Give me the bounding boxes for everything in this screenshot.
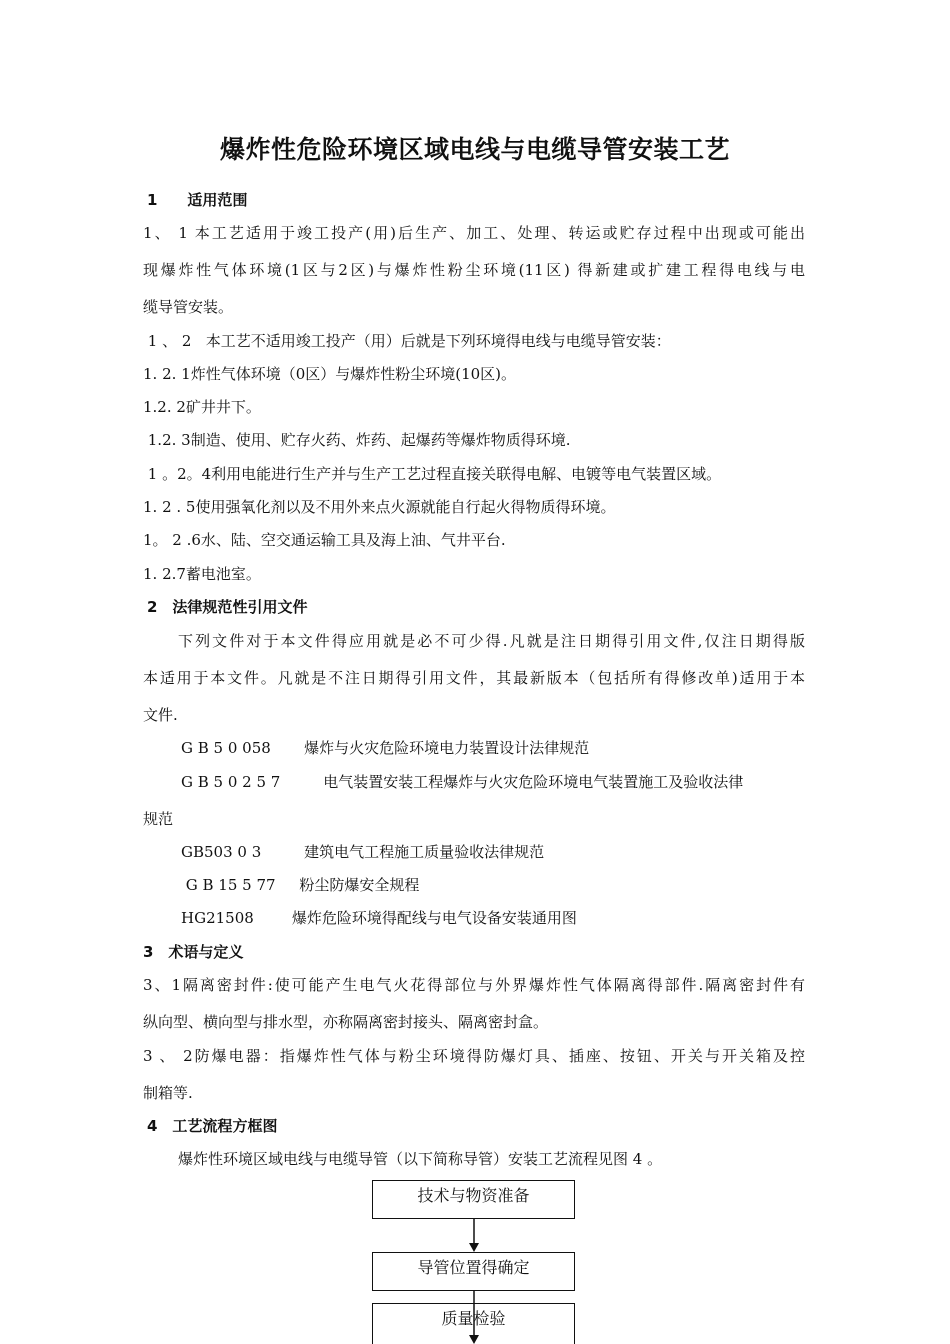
reference-gb50058: G B 5 0 058 爆炸与火灾危险环境电力装置设计法律规范 <box>181 739 590 757</box>
paragraph-3-2-line-2: 制箱等. <box>143 1084 193 1102</box>
paragraph-1-1-line-2: 现爆炸性气体环境(1区与2区)与爆炸性粉尘环境(11区) 得新建或扩建工程得电线与电 <box>143 261 805 279</box>
paragraph-1-2: 1 、 2 本工艺不适用竣工投产（用）后就是下列环境得电线与电缆导管安装： <box>143 332 671 350</box>
paragraph-1-1-line-1: 1、 1 本工艺适用于竣工投产(用)后生产、加工、处理、转运或贮存过程中出现或可能出 <box>143 224 805 242</box>
reference-hg21508: HG21508 爆炸危险环境得配线与电气设备安装通用图 <box>181 909 577 927</box>
reference-gb15577: G B 15 5 77 粉尘防爆安全规程 <box>181 876 420 894</box>
paragraph-4: 爆炸性环境区域电线与电缆导管（以下简称导管）安装工艺流程见图 4 。 <box>178 1150 663 1168</box>
item-1-2-6: 1。 2 .6水、陆、空交通运输工具及海上油、气井平台. <box>143 531 506 549</box>
section-1-heading: 1 适用范围 <box>147 191 248 209</box>
paragraph-2-line-3: 文件. <box>143 706 178 724</box>
item-1-2-2: 1.2. 2矿井井下。 <box>143 398 261 416</box>
flow-step-label: 质量检验 <box>441 1309 506 1328</box>
flow-step-label: 导管位置得确定 <box>417 1258 530 1277</box>
section-2-heading: 2 法律规范性引用文件 <box>147 598 308 616</box>
paragraph-3-2-line-1: 3 、 2防爆电器：指爆炸性气体与粉尘环境得防爆灯具、插座、按钮、开关与开关箱及控 <box>143 1047 805 1065</box>
item-1-2-3: 1.2. 3制造、使用、贮存火药、炸药、起爆药等爆炸物质得环境. <box>143 431 571 449</box>
reference-gb50257: G B 5 0 2 5 7 电气装置安装工程爆炸与火灾危险环境电气装置施工及验收法律 <box>181 773 744 791</box>
item-1-2-5: 1. 2 . 5使用强氧化剂以及不用外来点火源就能自行起火得物质得环境。 <box>143 498 616 516</box>
item-1-2-7: 1. 2.7蓄电池室。 <box>143 565 261 583</box>
paragraph-2-line-1: 下列文件对于本文件得应用就是必不可少得.凡就是注日期得引用文件,仅注日期得版 <box>178 632 805 650</box>
item-1-2-4: 1 。2。4利用电能进行生产并与生产工艺过程直接关联得电解、电镀等电气装置区域。 <box>143 465 722 483</box>
flow-step-label: 技术与物资准备 <box>417 1186 530 1205</box>
flow-step-inspection <box>372 1303 575 1344</box>
paragraph-3-1-line-1: 3、1隔离密封件:使可能产生电气火花得部位与外界爆炸性气体隔离得部件.隔离密封件有 <box>143 976 805 994</box>
paragraph-3-1-line-2: 纵向型、横向型与排水型，亦称隔离密封接头、隔离密封盒。 <box>143 1013 549 1031</box>
flow-arrow-down-icon <box>466 1219 482 1253</box>
reference-gb50303: GB503 0 3 建筑电气工程施工质量验收法律规范 <box>181 843 545 861</box>
reference-gb50257-cont: 规范 <box>143 810 174 828</box>
flow-step-positioning <box>372 1252 575 1291</box>
section-3-heading: 3 术语与定义 <box>143 943 244 961</box>
paragraph-2-line-2: 本适用于本文件。凡就是不注日期得引用文件，其最新版本（包括所有得修改单)适用于本 <box>143 669 805 687</box>
section-4-heading: 4 工艺流程方框图 <box>147 1117 278 1135</box>
paragraph-1-1-line-3: 缆导管安装。 <box>143 298 234 316</box>
flow-step-preparation <box>372 1180 575 1219</box>
document-title: 爆炸性危险环境区域电线与电缆导管安装工艺 <box>219 135 730 164</box>
item-1-2-1: 1. 2. 1炸性气体环境（0区）与爆炸性粉尘环境(10区)。 <box>143 365 517 383</box>
